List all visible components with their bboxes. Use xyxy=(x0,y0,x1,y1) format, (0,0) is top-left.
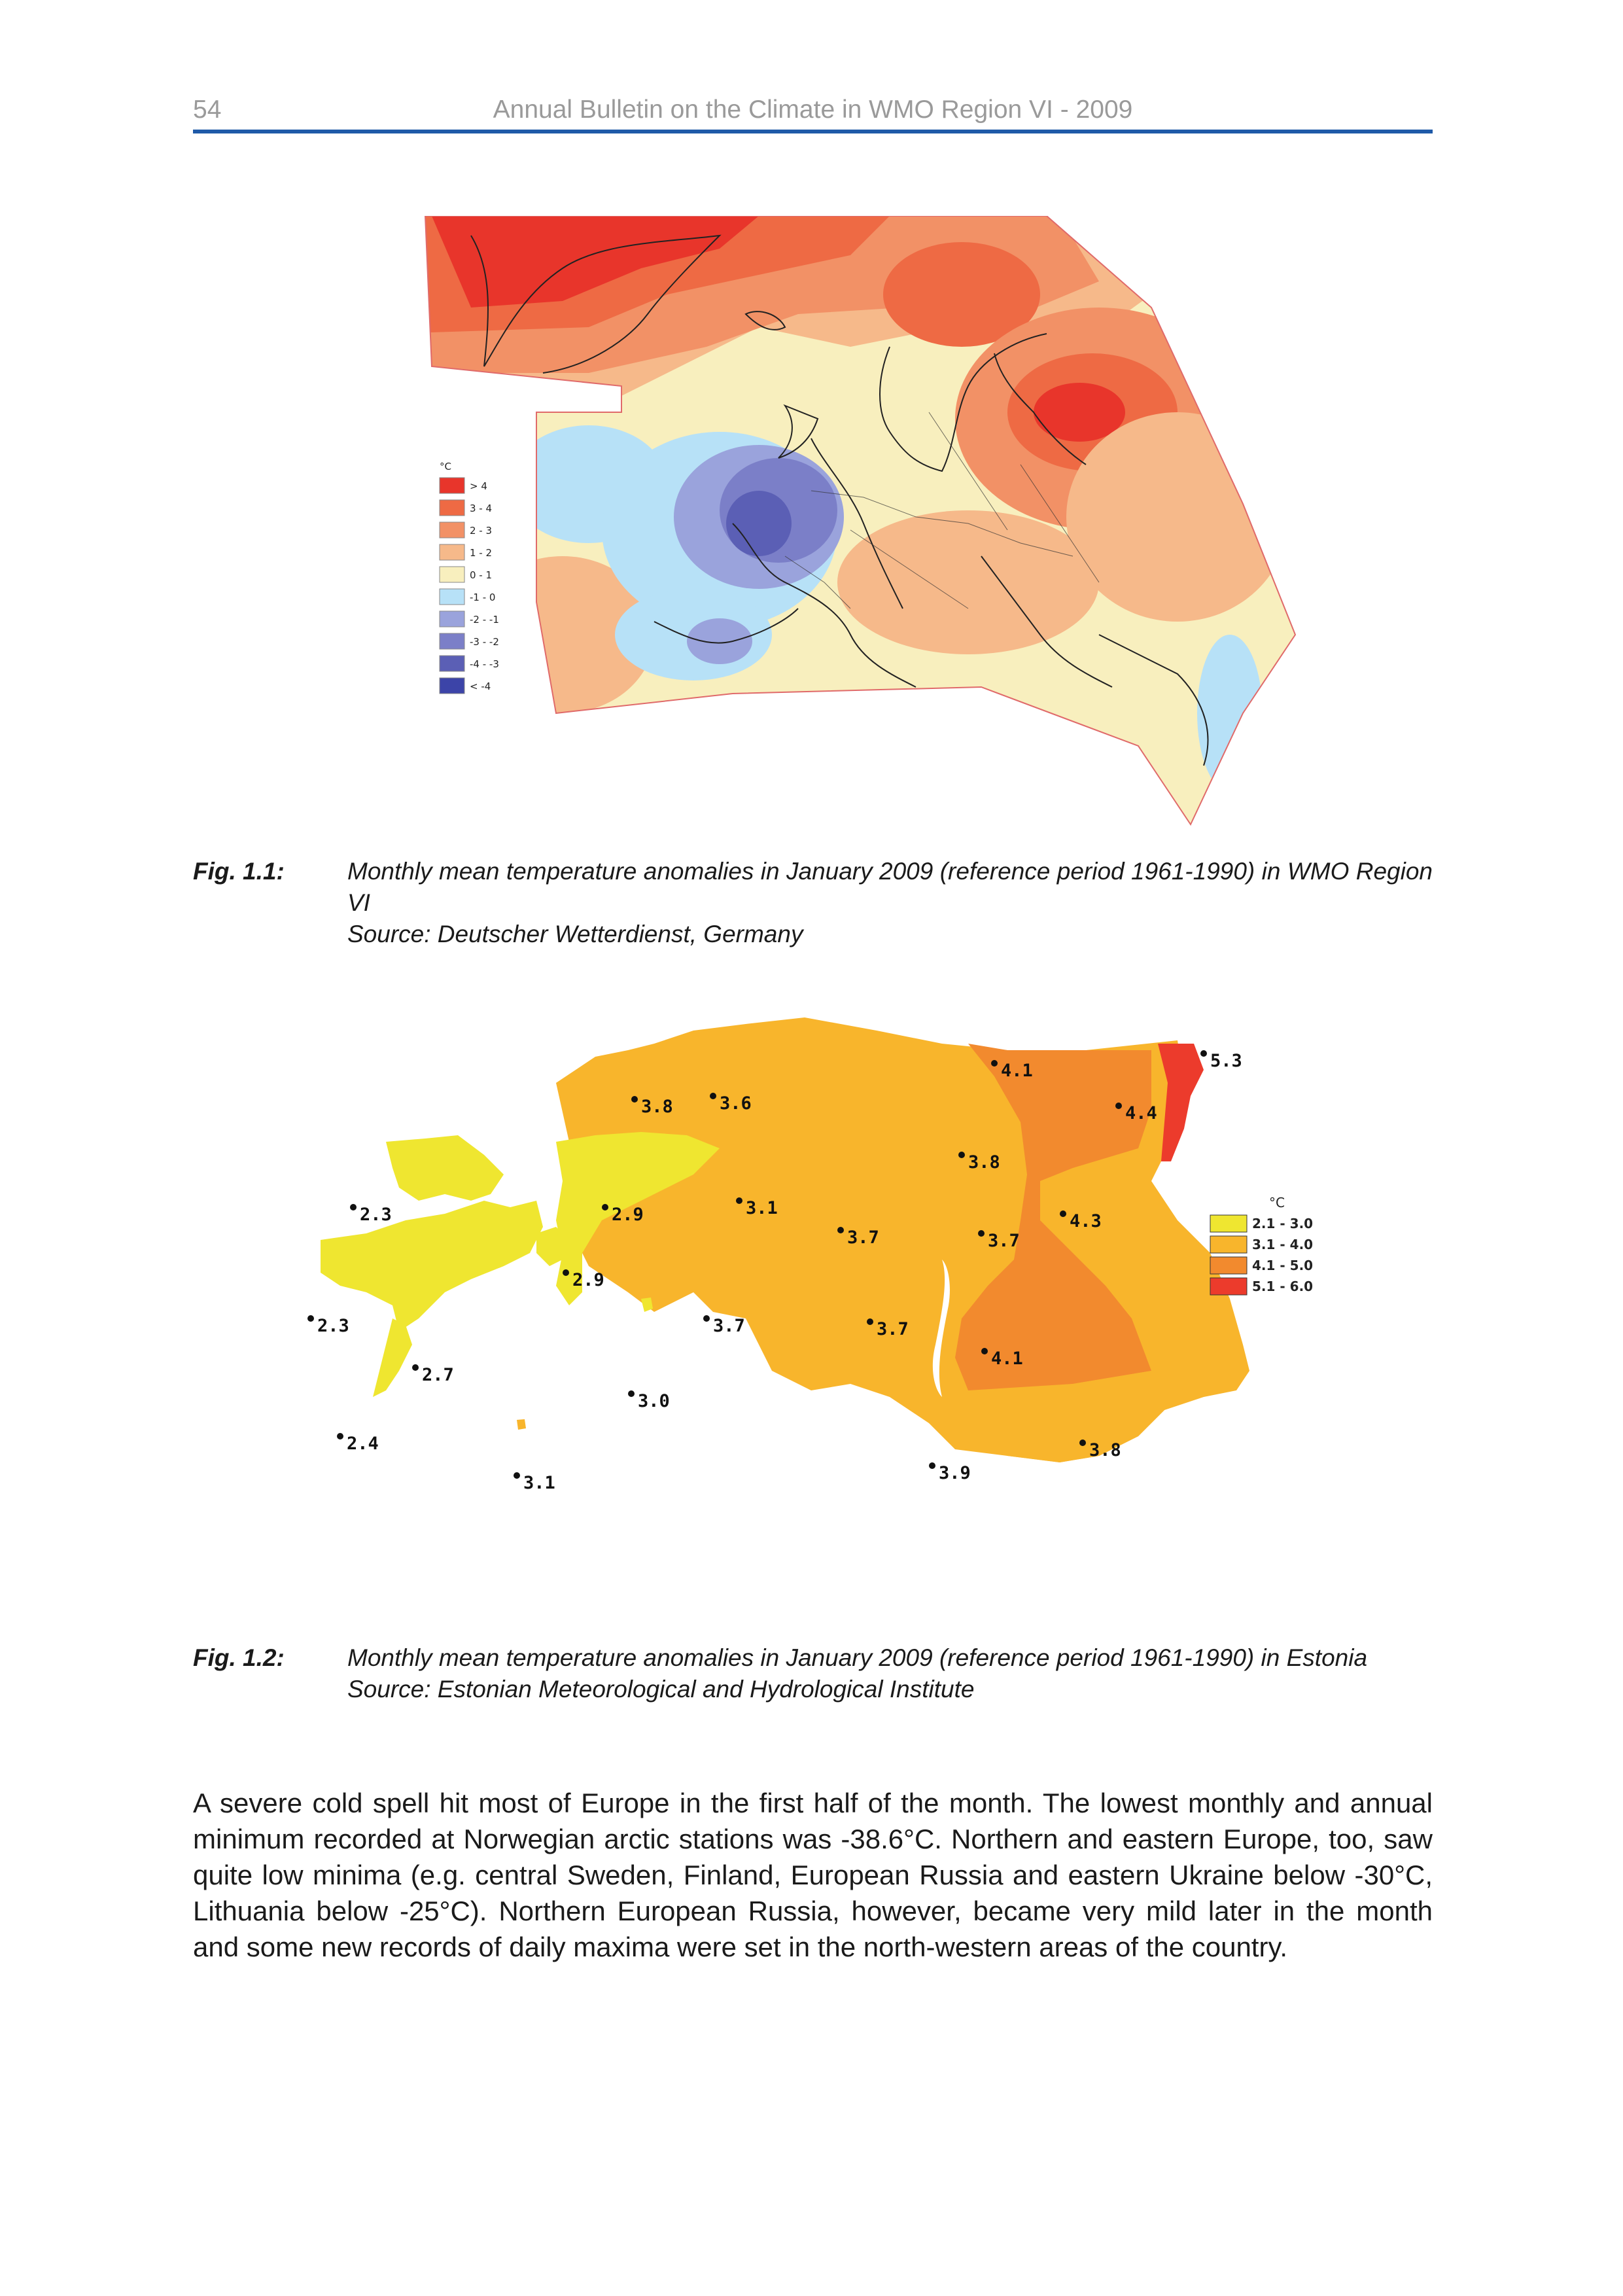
figure-1-2-legend xyxy=(1210,1195,1313,1295)
caption-source: Source: Deutscher Wetterdienst, Germany xyxy=(347,921,803,947)
legend-swatch xyxy=(440,522,464,538)
station-dot xyxy=(337,1433,343,1439)
station-dot xyxy=(628,1390,635,1397)
station-dot xyxy=(631,1096,638,1103)
station-dot xyxy=(1079,1439,1086,1446)
station-dot xyxy=(602,1204,608,1210)
station-value: 3.7 xyxy=(877,1319,909,1339)
legend-swatch xyxy=(1210,1278,1247,1295)
station-dot xyxy=(350,1204,357,1210)
legend-swatch xyxy=(440,633,464,649)
legend-label: 3.1 - 4.0 xyxy=(1252,1237,1314,1252)
station-value: 2.4 xyxy=(347,1434,379,1454)
island-kihnu xyxy=(641,1298,653,1312)
station-dot xyxy=(991,1060,998,1067)
legend-label: -2 - -1 xyxy=(470,614,499,626)
station-dot xyxy=(837,1227,844,1233)
legend-swatch xyxy=(440,567,464,582)
caption-source: Source: Estonian Meteorological and Hydrological Institute xyxy=(347,1676,975,1703)
island-saaremaa xyxy=(321,1201,543,1332)
station-value: 3.8 xyxy=(641,1097,673,1117)
figure-1-1-legend xyxy=(440,461,499,694)
island-sworbe xyxy=(373,1318,412,1397)
figure-1-1-europe-map xyxy=(393,216,1335,831)
station-value: 3.8 xyxy=(1089,1440,1121,1460)
legend-label: 0 - 1 xyxy=(470,569,493,581)
legend-swatch xyxy=(440,656,464,671)
legend-label: 3 - 4 xyxy=(470,503,493,514)
legend-label: > 4 xyxy=(470,480,487,492)
station-value: 2.3 xyxy=(317,1316,349,1336)
station-value: 3.1 xyxy=(746,1198,778,1218)
station-dot xyxy=(1060,1210,1066,1217)
station-dot xyxy=(514,1472,520,1479)
header-rule xyxy=(193,130,1433,133)
caption-text-block xyxy=(347,1642,1433,1705)
station-value: 2.9 xyxy=(572,1270,604,1290)
legend-label: -3 - -2 xyxy=(470,636,499,648)
station-dot xyxy=(1200,1050,1207,1057)
legend-label: 4.1 - 5.0 xyxy=(1252,1258,1314,1273)
island-hiiumaa xyxy=(386,1135,504,1201)
station-value: 3.9 xyxy=(939,1463,971,1483)
figure-1-2-estonia-map xyxy=(288,1004,1361,1619)
body-paragraph: A severe cold spell hit most of Europe in the first half of the month. The lowest monthly and annual minimum recorded at Norwegian arctic stations was -38.6°C. Northern and eastern Europe, too, saw quite low minima (e.g. central Sweden, Finland, European Russia and eastern Ukraine below -30°C, Lithuania below -25°C). Northern European Russia, however, became very mild later in the month and some new records of daily maxima were set in the north-western areas of the country. xyxy=(193,1788,1433,1962)
legend-swatch xyxy=(1210,1215,1247,1232)
station-value: 3.7 xyxy=(847,1227,879,1248)
station-value: 3.8 xyxy=(968,1152,1000,1173)
legend-unit: °C xyxy=(440,461,451,472)
station-dot xyxy=(703,1315,710,1322)
figure-1-2-caption xyxy=(193,1642,1433,1740)
legend-label: 2 - 3 xyxy=(470,525,493,537)
station-dot xyxy=(1115,1103,1122,1109)
legend-label: 5.1 - 6.0 xyxy=(1252,1279,1314,1294)
station-dot xyxy=(981,1348,988,1354)
page-number: 54 xyxy=(193,96,222,124)
legend-swatch xyxy=(440,678,464,694)
legend-label: 2.1 - 3.0 xyxy=(1252,1216,1314,1231)
legend-swatch xyxy=(440,500,464,516)
legend-swatch xyxy=(440,611,464,627)
station-value: 4.1 xyxy=(991,1349,1023,1369)
station-dot xyxy=(736,1197,742,1204)
station-value: 3.0 xyxy=(638,1391,670,1411)
legend-swatch xyxy=(440,589,464,605)
station-value: 3.1 xyxy=(523,1473,555,1493)
station-value: 2.9 xyxy=(612,1205,644,1225)
figure-1-1-caption xyxy=(193,856,1433,954)
caption-text-block xyxy=(347,856,1433,950)
station-value: 2.7 xyxy=(422,1365,454,1385)
caption-label: Fig. 1.2: xyxy=(193,1644,285,1671)
page-header xyxy=(193,90,1433,133)
station-dot xyxy=(958,1152,965,1158)
station-dot xyxy=(710,1093,716,1099)
station-dot xyxy=(563,1269,569,1276)
station-value: 2.3 xyxy=(360,1205,392,1225)
running-title: Annual Bulletin on the Climate in WMO Region VI - 2009 xyxy=(493,96,1133,124)
station-dot xyxy=(412,1364,419,1371)
legend-unit: °C xyxy=(1269,1195,1285,1210)
station-value: 3.7 xyxy=(988,1231,1020,1251)
legend-label: < -4 xyxy=(470,680,491,692)
station-dot xyxy=(307,1315,314,1322)
station-dot xyxy=(978,1230,985,1237)
legend-swatch xyxy=(440,544,464,560)
caption-text: Monthly mean temperature anomalies in January 2009 (reference period 1961-1990) in WMO Region VI xyxy=(347,858,1433,916)
legend-label: 1 - 2 xyxy=(470,547,493,559)
station-value: 4.4 xyxy=(1125,1103,1157,1123)
legend-swatch xyxy=(1210,1257,1247,1274)
caption-text: Monthly mean temperature anomalies in January 2009 (reference period 1961-1990) in Estonia xyxy=(347,1644,1368,1671)
legend-label: -1 - 0 xyxy=(470,592,496,603)
station-dot xyxy=(929,1462,935,1469)
caption-label: Fig. 1.1: xyxy=(193,858,285,885)
station-value: 5.3 xyxy=(1210,1051,1242,1071)
station-dot xyxy=(867,1318,873,1325)
station-value: 4.3 xyxy=(1070,1211,1102,1231)
station-value: 3.6 xyxy=(720,1093,752,1114)
legend-swatch xyxy=(1210,1236,1247,1253)
legend-swatch xyxy=(440,478,464,493)
legend-label: -4 - -3 xyxy=(470,658,499,670)
station-value: 4.1 xyxy=(1001,1061,1033,1081)
station-value: 3.7 xyxy=(713,1316,745,1336)
island-ruhnu xyxy=(517,1419,526,1430)
